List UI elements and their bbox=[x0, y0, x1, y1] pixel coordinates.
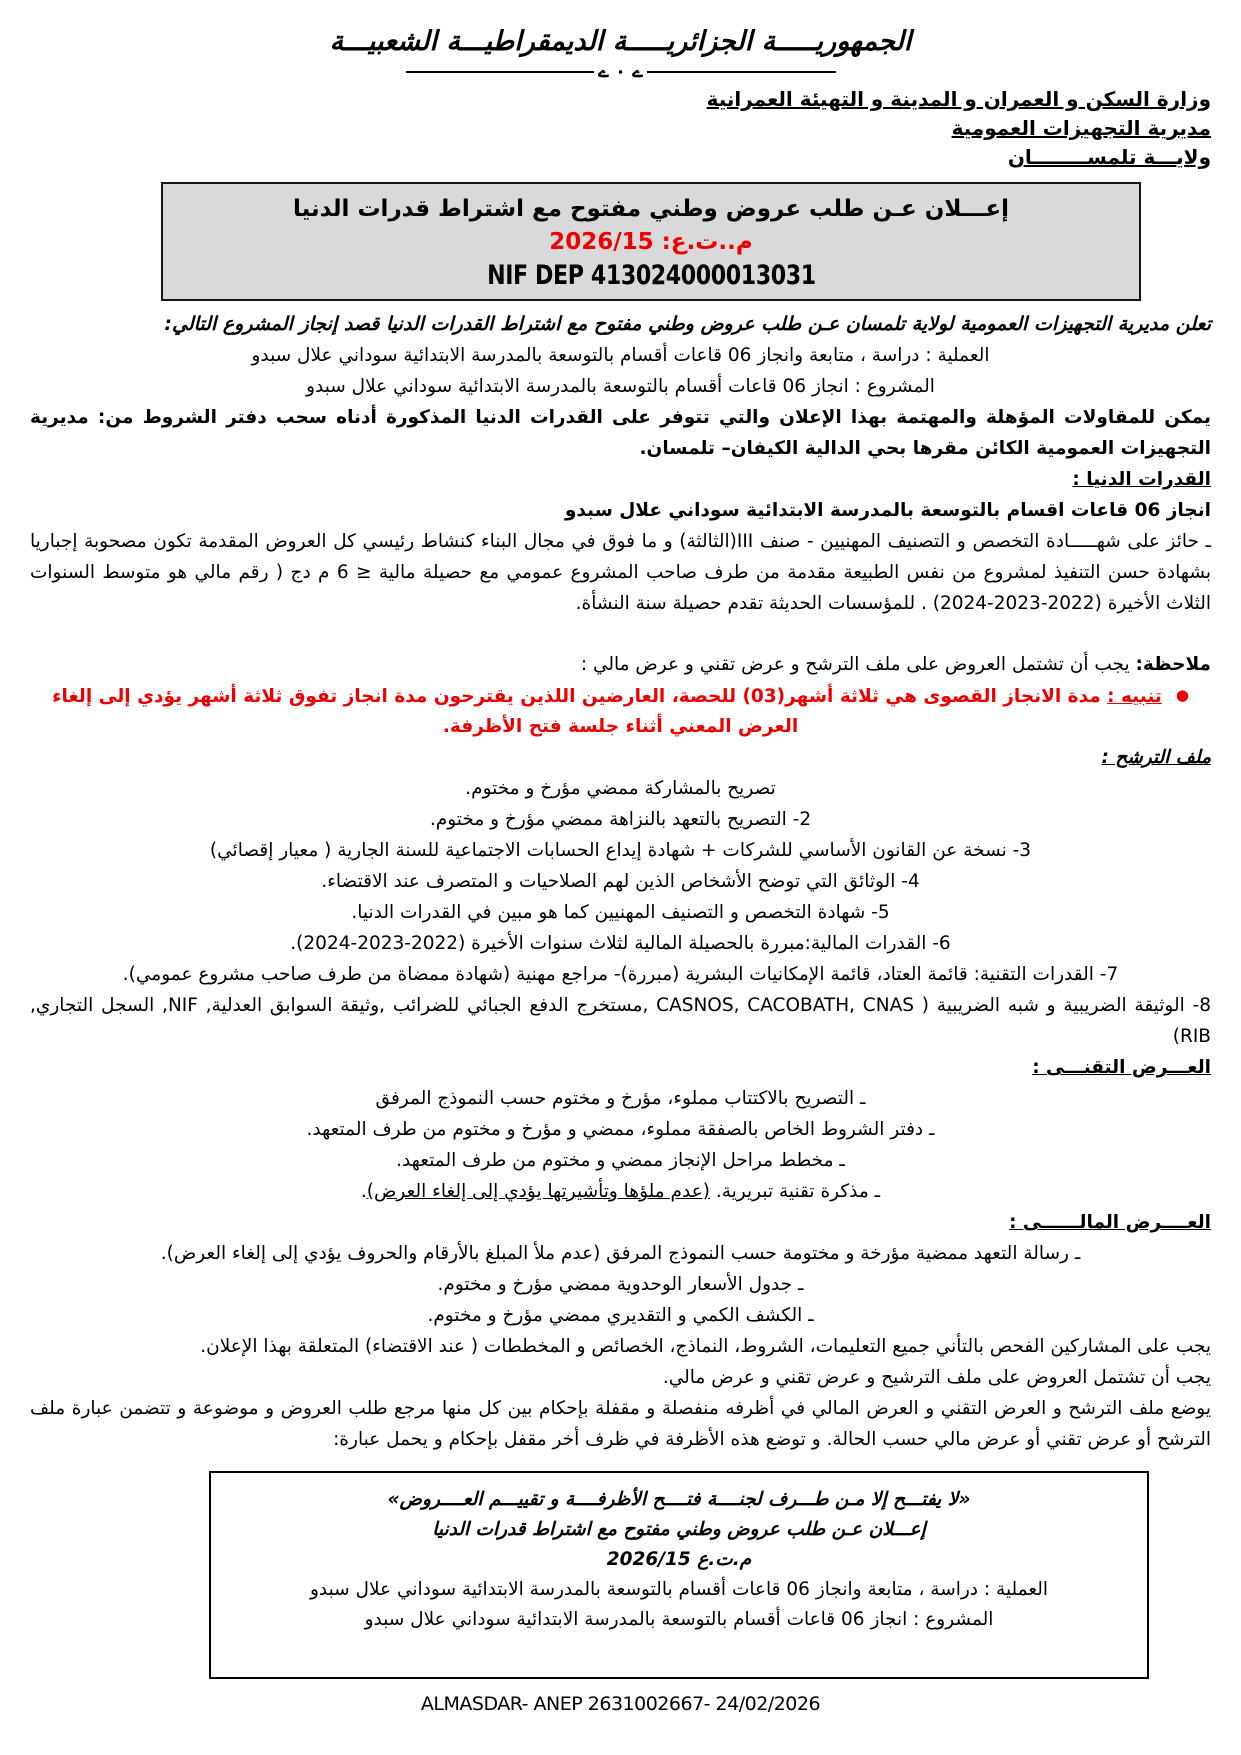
notice-reference: م..ت.ع: 2026/15 bbox=[549, 229, 753, 255]
issuing-authority-block bbox=[30, 85, 1211, 172]
min-capacities-heading bbox=[30, 464, 1211, 495]
candidacy-item: 8- الوثيقة الضريبية و شبه الضريبية ( CASNOS, CACOBATH, CNAS ,مستخرج الدفع الجبائي للضرائب ,وثيقة السوابق العدلية, NIF, السجل التجاري, RIB) bbox=[30, 995, 1211, 1047]
technical-offer-item-suffix: . bbox=[360, 1181, 367, 1202]
candidacy-item: 5- شهادة التخصص و التصنيف المهنيين كما هو مبين في القدرات الدنيا. bbox=[351, 902, 890, 923]
ministry-line: وزارة السكن و العمران و المدينة و التهيئة العمرانية bbox=[706, 87, 1211, 111]
technical-offer-heading-text: العـــرض التقنـــى : bbox=[1032, 1057, 1211, 1078]
project-line: المشروع : انجاز 06 قاعات أقسام بالتوسعة بالمدرسة الابتدائية سوداني علال سبدو bbox=[306, 376, 935, 397]
eligibility-paragraph: يمكن للمقاولات المؤهلة والمهتمة بهذا الإعلان والتي تتوفر على القدرات الدنيا المذكورة أدناه سحب دفتر الشروط من: مديرية التجهيزات العمومية الكائن مقرها بحي الدالية الكيفان– تلمسان. bbox=[30, 407, 1211, 459]
envelope-inscription-box bbox=[209, 1471, 1149, 1679]
technical-offer-item: ـ مخطط مراحل الإنجاز ممضي و مختوم من طرف المتعهد. bbox=[396, 1150, 845, 1171]
technical-offer-item-underlined: (عدم ملؤها وتأشيرتها يؤدي إلى إلغاء العرض) bbox=[366, 1181, 710, 1202]
warning-text: مدة الانجاز القصوى هي ثلاثة أشهر(03) للحصة، العارضين اللذين يقترحون مدة انجاز تفوق ثلاثة أشهر يؤدي إلى إلغاء العرض المعني أثناء جلسة فتح الأظرفة. bbox=[52, 686, 1108, 737]
min-capacities-heading-text: القدرات الدنيا : bbox=[1072, 469, 1211, 490]
divider-rule-left bbox=[406, 71, 595, 73]
note-text: يجب أن تشتمل العروض على ملف الترشح و عرض تقني و عرض مالي : bbox=[580, 654, 1136, 675]
candidacy-item: 6- القدرات المالية:مبررة بالحصيلة المالية لثلاث سنوات الأخيرة (2022-2023-2024). bbox=[290, 933, 951, 954]
note-line bbox=[30, 649, 1211, 680]
wilaya-line: ولايـــة تلمســــــــان bbox=[1007, 145, 1211, 169]
envelope-line-1: «لا يفتـــح إلا مـن طـــرف لجنــــة فتــــح الأظرفــــة و تقييـــم العــــروض» bbox=[387, 1489, 971, 1510]
financial-offer-heading-text: العــــرض المالــــــى : bbox=[1009, 1212, 1211, 1233]
divider-ornament: ے ۰ ے bbox=[598, 61, 643, 82]
technical-offer-item: ـ التصريح بالاكتتاب مملوء، مؤرخ و مختوم حسب النموذج المرفق bbox=[375, 1088, 866, 1109]
notice-nif-value: NIF DEP 413024000013031 bbox=[486, 260, 816, 291]
directorate-line: مديرية التجهيزات العمومية bbox=[951, 116, 1211, 140]
technical-offer-item: ـ دفتر الشروط الخاص بالصفقة مملوء، ممضي و مؤرخ و مختوم من طرف المتعهد. bbox=[306, 1119, 935, 1140]
candidacy-item: 2- التصريح بالتعهد بالنزاهة ممضي مؤرخ و مختوم. bbox=[429, 809, 812, 830]
notice-title-box bbox=[161, 182, 1141, 301]
vertical-spacer bbox=[30, 619, 1211, 649]
financial-offer-item: ـ الكشف الكمي و التقديري ممضي مؤرخ و مختوم. bbox=[427, 1305, 814, 1326]
technical-offer-item bbox=[30, 1176, 1211, 1207]
warning-paragraph bbox=[48, 680, 1194, 742]
technical-offer-heading bbox=[30, 1052, 1211, 1083]
envelope-line-3: م.ت.ع 2026/15 bbox=[606, 1549, 752, 1570]
closing-paragraph-2: يجب أن تشتمل العروض على ملف الترشيح و عرض تقني و عرض مالي. bbox=[662, 1367, 1211, 1388]
closing-paragraph-1: يجب على المشاركين الفحص بالتأني جميع التعليمات، الشروط، النماذج، الخصائص و المخططات ( عند الاقتضاء) المتعلقة بهذا الإعلان. bbox=[200, 1336, 1211, 1357]
financial-offer-item: ـ رسالة التعهد ممضية مؤرخة و مختومة حسب النموذج المرفق (عدم ملأ المبلغ بالأرقام والحروف يؤدي إلى إلغاء العرض). bbox=[160, 1243, 1081, 1264]
candidacy-item: 3- نسخة عن القانون الأساسي للشركات + شهادة إيداع الحسابات الاجتماعية للسنة الجارية ( معيار إقصائي) bbox=[209, 840, 1032, 861]
technical-offer-item-prefix: ـ مذكرة تقنية تبريرية. bbox=[709, 1181, 881, 1202]
envelope-operation-line: العملية : دراسة ، متابعة وانجاز 06 قاعات أقسام بالتوسعة بالمدرسة الابتدائية سوداني علال سبدو bbox=[309, 1579, 1049, 1600]
financial-offer-heading bbox=[30, 1207, 1211, 1238]
candidacy-item: 7- القدرات التقنية: قائمة العتاد، قائمة الإمكانيات البشرية (مبررة)- مراجع مهنية (شهادة ممضاة من طرف صاحب مشروع عمومي). bbox=[122, 964, 1119, 985]
candidacy-item: تصريح بالمشاركة ممضي مؤرخ و مختوم. bbox=[465, 778, 776, 799]
candidacy-file-heading bbox=[30, 742, 1211, 773]
notice-nif bbox=[173, 259, 1129, 293]
warning-bullet-icon: ● bbox=[1175, 686, 1189, 704]
candidacy-file-heading-text: ملف الترشح : bbox=[1101, 747, 1211, 768]
divider-rule-right bbox=[647, 71, 836, 73]
header-divider bbox=[406, 61, 836, 82]
min-capacities-subheading: انجاز 06 قاعات اقسام بالتوسعة بالمدرسة الابتدائية سوداني علال سبدو bbox=[564, 500, 1211, 521]
financial-offer-item: ـ جدول الأسعار الوحدوية ممضي مؤرخ و مختوم. bbox=[437, 1274, 804, 1295]
min-capacities-requirement: ـ حائز على شهـــــادة التخصص و التصنيف المهنيين - صنف III(الثالثة) و ما فوق في مجال البناء كنشاط رئيسي كل العروض المقدمة تكون مصحوبة إجباريا بشهادة حسن التنفيذ لمشروع من نفس الطبيعة مقدمة من طرف صاحب المشروع عمومي مع حصيلة مالية ≤ 6 م دج ( رقم مالي هو متوسط السنوات الثلاث الأخيرة (2022-2023-2024) . للمؤسسات الحديثة تقدم حصيلة سنة النشأة. bbox=[30, 531, 1211, 614]
document-header bbox=[30, 26, 1211, 172]
closing-paragraph-3: يوضع ملف الترشح و العرض التقني و العرض المالي في أظرفه منفصلة و مقفلة بإحكام بين كل منها مرجع طلب العروض و موضوعة و تتضمن عبارة ملف الترشح أو عرض تقني أو عرض مالي حسب الحالة. و توضع هذه الأظرفة في ظرف أخر مقفل بإحكام و يحمل عبارة: bbox=[30, 1398, 1211, 1450]
envelope-project-line: المشروع : انجاز 06 قاعات أقسام بالتوسعة بالمدرسة الابتدائية سوداني علال سبدو bbox=[364, 1609, 994, 1630]
envelope-line-2: إعـــلان عـن طلب عروض وطني مفتوح مع اشتراط قدرات الدنيا bbox=[432, 1519, 926, 1540]
note-label: ملاحظة: bbox=[1135, 654, 1211, 675]
operation-line: العملية : دراسة ، متابعة وانجاز 06 قاعات أقسام بالتوسعة بالمدرسة الابتدائية سوداني علال سبدو bbox=[251, 345, 990, 366]
candidacy-item: 4- الوثائق التي توضح الأشخاص الذين لهم الصلاحيات و المتصرف عند الاقتضاء. bbox=[321, 871, 920, 892]
anep-footer: ALMASDAR- ANEP 2631002667- 24/02/2026 bbox=[420, 1693, 821, 1715]
notice-title: إعـــلان عـن طلب عروض وطني مفتوح مع اشتراط قدرات الدنيا bbox=[292, 196, 1010, 222]
warning-label: تنبيه : bbox=[1107, 686, 1162, 707]
announcement-line: تعلن مديرية التجهيزات العمومية لولاية تلمسان عـن طلب عروض وطني مفتوح مع اشتراط القدرات الدنيا قصد إنجاز المشروع التالي: bbox=[164, 313, 1211, 335]
document-body bbox=[30, 309, 1211, 1679]
republic-title: الجمهوريـــــة الجزائريـــــة الديمقراطيـــة الشعبيـــة bbox=[329, 26, 912, 57]
